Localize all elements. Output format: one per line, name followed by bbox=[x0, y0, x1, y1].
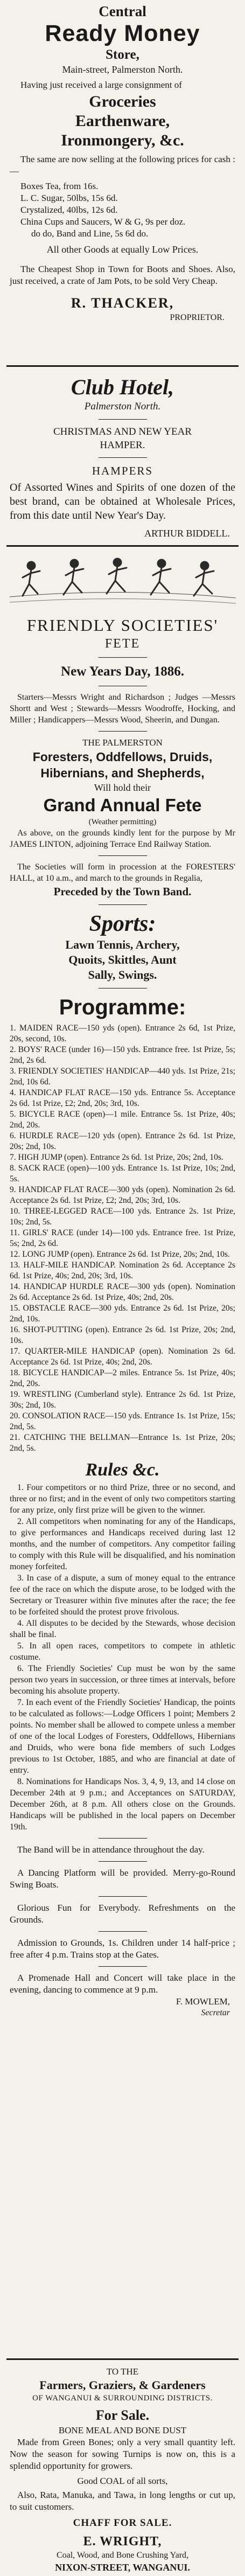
programme-event: 6. HURDLE RACE—120 yds (open). Entrance 2s 6d. 1st Prize, 20s; 2nd, 10s. bbox=[10, 1131, 235, 1151]
programme-event: 11. GIRLS' RACE (under 14)—100 yds. Entrance free. 1st Prize, 5s; 2nd, 2s 6d. bbox=[10, 1228, 235, 1248]
fete-advertisement bbox=[0, 615, 245, 2018]
divider bbox=[99, 731, 147, 732]
programme-event: 10. THREE-LEGGED RACE—100 yds. Entrance 2s. 1st Prize, 10s; 2nd, 5s. bbox=[10, 1207, 235, 1227]
rules-list bbox=[10, 1482, 235, 1833]
price-line: do do, Band and Line, 5s 6d do. bbox=[31, 228, 149, 239]
programme-event: 8. SACK RACE (open)—100 yds. Entrance 1s. 1st Prize, 10s; 2nd, 5s. bbox=[10, 1164, 235, 1183]
rule-item: 1. Four competitors or no third Prize, three or no second, and three or no first; and in the event of only two competitors starting for any prize, only first prize will be given to the winner. bbox=[10, 1483, 235, 1515]
fete-rules-heading: Rules &c. bbox=[85, 1460, 160, 1480]
divider bbox=[99, 1931, 147, 1932]
fete-activities-line3: Sally, Swings. bbox=[88, 968, 157, 981]
hotel-advertisement bbox=[0, 375, 245, 540]
runners-illustration bbox=[10, 549, 236, 610]
store-title-store: Store, bbox=[106, 47, 139, 62]
fete-weather: (Weather permitting) bbox=[88, 818, 157, 826]
hotel-title: Club Hotel, bbox=[71, 375, 174, 399]
fete-grand-annual: Grand Annual Fete bbox=[43, 795, 202, 815]
fete-date: New Years Day, 1886. bbox=[61, 664, 184, 679]
programme-event: 7. HIGH JUMP (open). Entrance 2s 6d. 1st Prize, 20s; 2nd, 10s. bbox=[10, 1153, 223, 1162]
hotel-place: Palmerston North. bbox=[84, 401, 161, 412]
fete-programme-heading: Programme: bbox=[59, 995, 186, 1019]
rule-item: 7. In each event of the Friendly Societies' Handicap, the points to be calculated as follows:—Lodge Officers 1 point; Members 2 points. No member shall be allowed to compete unless a member of one of the local Lodges of Foresters, Oddfellows, Hibernians and Druids, who were bona fide members of such Lodges previous to 1st October, 1885, and who are financial at date of entry. bbox=[10, 1698, 235, 1775]
fete-secretary-title: Secretar bbox=[201, 2008, 230, 2017]
rule-item: 3. In case of a dispute, a sum of money equal to the entrance fee of the race on which the dispute arose, to be lodged with the Secretary or Treasurer within five minutes after the race; the fee to be forfeited should the protest prove frivolous. bbox=[10, 1574, 235, 1617]
divider bbox=[6, 365, 239, 367]
divider bbox=[6, 545, 239, 547]
programme-event: 3. FRIENDLY SOCIETIES' HANDICAP—440 yds. 1st Prize, 21s; 2nd, 10s 6d. bbox=[10, 1067, 235, 1087]
store-proprietor-name: R. THACKER, bbox=[71, 295, 174, 311]
programme-event: 14. HANDICAP HURDLE RACE—300 yds (open). Nomination 2s 6d. Acceptance 2s 6d. 1st Prize, 40s; 2nd, 20s. bbox=[10, 1282, 235, 1302]
fete-activities-line2: Quoits, Skittles, Aunt bbox=[68, 953, 177, 966]
fete-title: FRIENDLY SOCIETIES' bbox=[26, 616, 219, 635]
wright-advertisement bbox=[0, 2366, 245, 2574]
store-address: Main-street, Palmerston North. bbox=[62, 64, 183, 75]
divider bbox=[99, 419, 147, 420]
wright-audience-line1: Farmers, Graziers, & Gardeners bbox=[39, 2378, 206, 2392]
wright-bone-meal: BONE MEAL AND BONE DUST bbox=[58, 2425, 187, 2435]
fete-officials: Starters—Messrs Wright and Richardson ; Judges —Messrs Shortt and West ; Stewards—Messrs Woodroffe, Hocking, and Miller ; Handicappers—Messrs Wood, Sheerin, and Dungan. bbox=[10, 693, 235, 725]
programme-event: 12. LONG JUMP (open). Entrance 2s 6d. 1st Prize, 20s; 2nd, 10s. bbox=[10, 1250, 230, 1259]
fete-sports-heading: Sports: bbox=[89, 911, 156, 936]
programme-event: 1. MAIDEN RACE—150 yds (open). Entrance 2s 6d, 1st Prize, 20s, second, 10s. bbox=[10, 1024, 235, 1043]
programme-event: 20. CONSOLATION RACE—150 yds. Entrance 1s. 1st Prize, 15s; 2nd, 5s. bbox=[10, 1411, 235, 1431]
fete-bodies-line2: Hibernians, and Shepherds, bbox=[40, 766, 205, 780]
wright-to-the: TO THE bbox=[106, 2366, 139, 2377]
fete-procession: The Societies will form in procession at the FORESTERS' HALL, at 10 a.m., and march to the grounds in Regalia, bbox=[10, 862, 235, 883]
programme-list bbox=[10, 1023, 235, 1454]
wright-chaff: CHAFF FOR SALE. bbox=[73, 2517, 172, 2529]
fete-will-hold: Will hold their bbox=[94, 782, 151, 793]
hotel-hampers-heading: HAMPERS bbox=[92, 464, 153, 477]
wright-audience-line2: OF WANGANUI & SURROUNDING DISTRICTS. bbox=[32, 2394, 213, 2403]
wright-address: NIXON-STREET, WANGANUI. bbox=[55, 2562, 190, 2573]
rule-item: 8. Nominations for Handicaps Nos. 3, 4, 9, 13, and 14 close on December 24th at 9 p.m.; and Acceptances on SATURDAY, December 26th, at 8 p.m. All others close on the Grounds. Handicaps will be published in the local papers on December 19th. bbox=[10, 1777, 235, 1832]
fete-glorious-fun: Glorious Fun for Everybody. Refreshments on the Grounds. bbox=[10, 1903, 235, 1925]
fete-paddock: As above, on the grounds kindly lent for the purpose by Mr JAMES LINTON, adjoining Terrace End Railway Station. bbox=[10, 829, 235, 849]
programme-event: 19. WRESTLING (Cumberland style). Entrance 2s 6d. 1st Prize, 30s; 2nd, 10s. bbox=[10, 1390, 235, 1410]
price-line: Crystalized, 40lbs, 12s 6d. bbox=[20, 205, 118, 215]
hotel-hamper-line: CHRISTMAS AND NEW YEAR HAMPER. bbox=[53, 426, 192, 451]
store-proprietor-title: PROPRIETOR. bbox=[170, 313, 225, 322]
wright-body: Made from Green Bones; only a very small quantity left. Now the season for sowing Turnips is now on, this is a splendid opportunity for growers. bbox=[10, 2437, 235, 2471]
wright-firewood: Also, Rata, Manuka, and Tawa, in long lengths or cut up, to suit customers. bbox=[10, 2490, 235, 2512]
hotel-body: Of Assorted Wines and Spirits of one dozen of the best brand, can be obtained at Wholesale Prices, from this date until New Year's Day. bbox=[10, 482, 235, 521]
wright-good-coal: Good COAL of all sorts, bbox=[77, 2476, 168, 2486]
store-goods-ironmongery: Ironmongery, &c. bbox=[61, 131, 184, 149]
price-line: Boxes Tea, from 16s. bbox=[20, 181, 99, 191]
wright-name: E. WRIGHT, bbox=[83, 2535, 162, 2549]
fete-the-palmerston: THE PALMERSTON bbox=[82, 737, 163, 748]
programme-event: 9. HANDICAP FLAT RACE—300 yds (open). Nomination 2s 6d. Acceptance 2s 6d. 1st Prize, £2; 2nd, 20s; 3rd, 10s. bbox=[10, 1185, 235, 1205]
fete-subtitle: FETE bbox=[104, 637, 141, 651]
divider bbox=[99, 904, 147, 905]
fete-preceded-by-band: Preceded by the Town Band. bbox=[53, 885, 192, 898]
programme-event: 5. BICYCLE RACE (open)—1 mile. Entrance 5s. 1st Prize, 40s; 2nd, 20s. bbox=[10, 1110, 235, 1130]
rule-item: 2. All competitors when nominating for any of the Handicaps, to give performances and Handicaps received during last 12 months, and the number of competitors. Any competitor failing to comply with this Rule will be disqualified, and his nomination money forfeited. bbox=[10, 1517, 235, 1571]
price-line: China Cups and Saucers, W & G, 9s per doz. bbox=[20, 217, 186, 227]
fete-bodies-line1: Foresters, Oddfellows, Druids, bbox=[32, 750, 213, 764]
divider bbox=[99, 1896, 147, 1897]
store-equal-prices: All other Goods at equally Low Prices. bbox=[46, 244, 199, 255]
hotel-signature: ARTHUR BIDDELL. bbox=[144, 528, 230, 539]
divider bbox=[99, 657, 147, 658]
divider bbox=[99, 457, 147, 458]
fete-admission: Admission to Grounds, 1s. Children under 14 half-price ; free after 4 p.m. Trains stop at the Gates. bbox=[10, 1938, 235, 1960]
fete-activities-line1: Lawn Tennis, Archery, bbox=[65, 938, 180, 951]
store-title-ready-money: Ready Money bbox=[45, 20, 200, 46]
divider bbox=[99, 1838, 147, 1839]
rule-item: 6. The Friendly Societies' Cup must be won by the same person two years in succession, or three times at intervals, before becoming his absolute property. bbox=[10, 1664, 235, 1696]
store-price-list bbox=[10, 180, 235, 240]
divider bbox=[99, 1861, 147, 1862]
programme-event: 16. SHOT-PUTTING (open). Entrance 2s 6d. 1st Prize, 20s; 2nd, 10s. bbox=[10, 1325, 235, 1345]
wright-for-sale: For Sale. bbox=[95, 2407, 150, 2423]
store-same-prices: The same are now selling at the following prices for cash :— bbox=[10, 154, 235, 176]
programme-event: 21. CATCHING THE BELLMAN—Entrance 1s. 1st Prize, 20s; 2nd, 5s. bbox=[10, 1433, 235, 1453]
programme-event: 18. BICYCLE HANDICAP—2 miles. Entrance 5s. 1st Prize, 40s; 2nd, 20s. bbox=[10, 1368, 235, 1388]
store-cheapest-shop: The Cheapest Shop in Town for Boots and Shoes. Also, just received, a crate of Jam Pots, to be sold Very Cheap. bbox=[10, 264, 235, 286]
store-goods-groceries: Groceries bbox=[89, 93, 156, 110]
programme-event: 15. OBSTACLE RACE—300 yds. Entrance 2s 6d. 1st Prize, 20s; 2nd, 10s. bbox=[10, 1304, 235, 1324]
fete-promenade: A Promenade Hall and Concert will take place in the evening, dancing to commence at 9 p.m. bbox=[10, 1973, 235, 1995]
programme-event: 17. QUARTER-MILE HANDICAP (open). Nomination 2s 6d. Acceptance 2s 6d. 1st Prize, 40s; 2nd, 20s. bbox=[10, 1347, 235, 1367]
divider bbox=[6, 2358, 239, 2360]
fete-secretary-name: F. MOWLEM, bbox=[176, 1996, 230, 2007]
store-intro: Having just received a large consignment of bbox=[20, 80, 182, 90]
fete-band-note: The Band will be in attendance throughout the day. bbox=[17, 1844, 205, 1855]
programme-event: 2. BOYS' RACE (under 16)—150 yds. Entrance free. 1st Prize, 5s; 2nd, 2s 6d. bbox=[10, 1045, 235, 1065]
rule-item: 4. All disputes to be decided by the Stewards, whose decision shall be final. bbox=[10, 1619, 235, 1639]
programme-event: 4. HANDICAP FLAT RACE—150 yds. Entrance 5s. Acceptance 2s 6d. 1st Prize, £2; 2nd, 20s; 3rd, 10s. bbox=[10, 1088, 235, 1108]
rule-item: 5. In all open races, competitors to compete in athletic costume. bbox=[10, 1641, 235, 1662]
store-title-central: Central bbox=[99, 3, 146, 19]
price-line: L. C. Sugar, 50lbs, 15s 6d. bbox=[20, 193, 118, 203]
store-goods-earthenware: Earthenware, bbox=[75, 112, 170, 130]
programme-event: 13. HALF-MILE HANDICAP. Nomination 2s 6d. Acceptance 2s 6d. 1st Prize, 40s; 2nd, 20s; 3rd, 10s. bbox=[10, 1261, 235, 1280]
divider bbox=[99, 1966, 147, 1967]
wright-trade: Coal, Wood, and Bone Crushing Yard, bbox=[56, 2551, 189, 2560]
divider bbox=[99, 855, 147, 856]
store-advertisement bbox=[0, 3, 245, 324]
fete-dancing-note: A Dancing Platform will be provided. Merry-go-Round Swing Boats. bbox=[10, 1868, 235, 1890]
